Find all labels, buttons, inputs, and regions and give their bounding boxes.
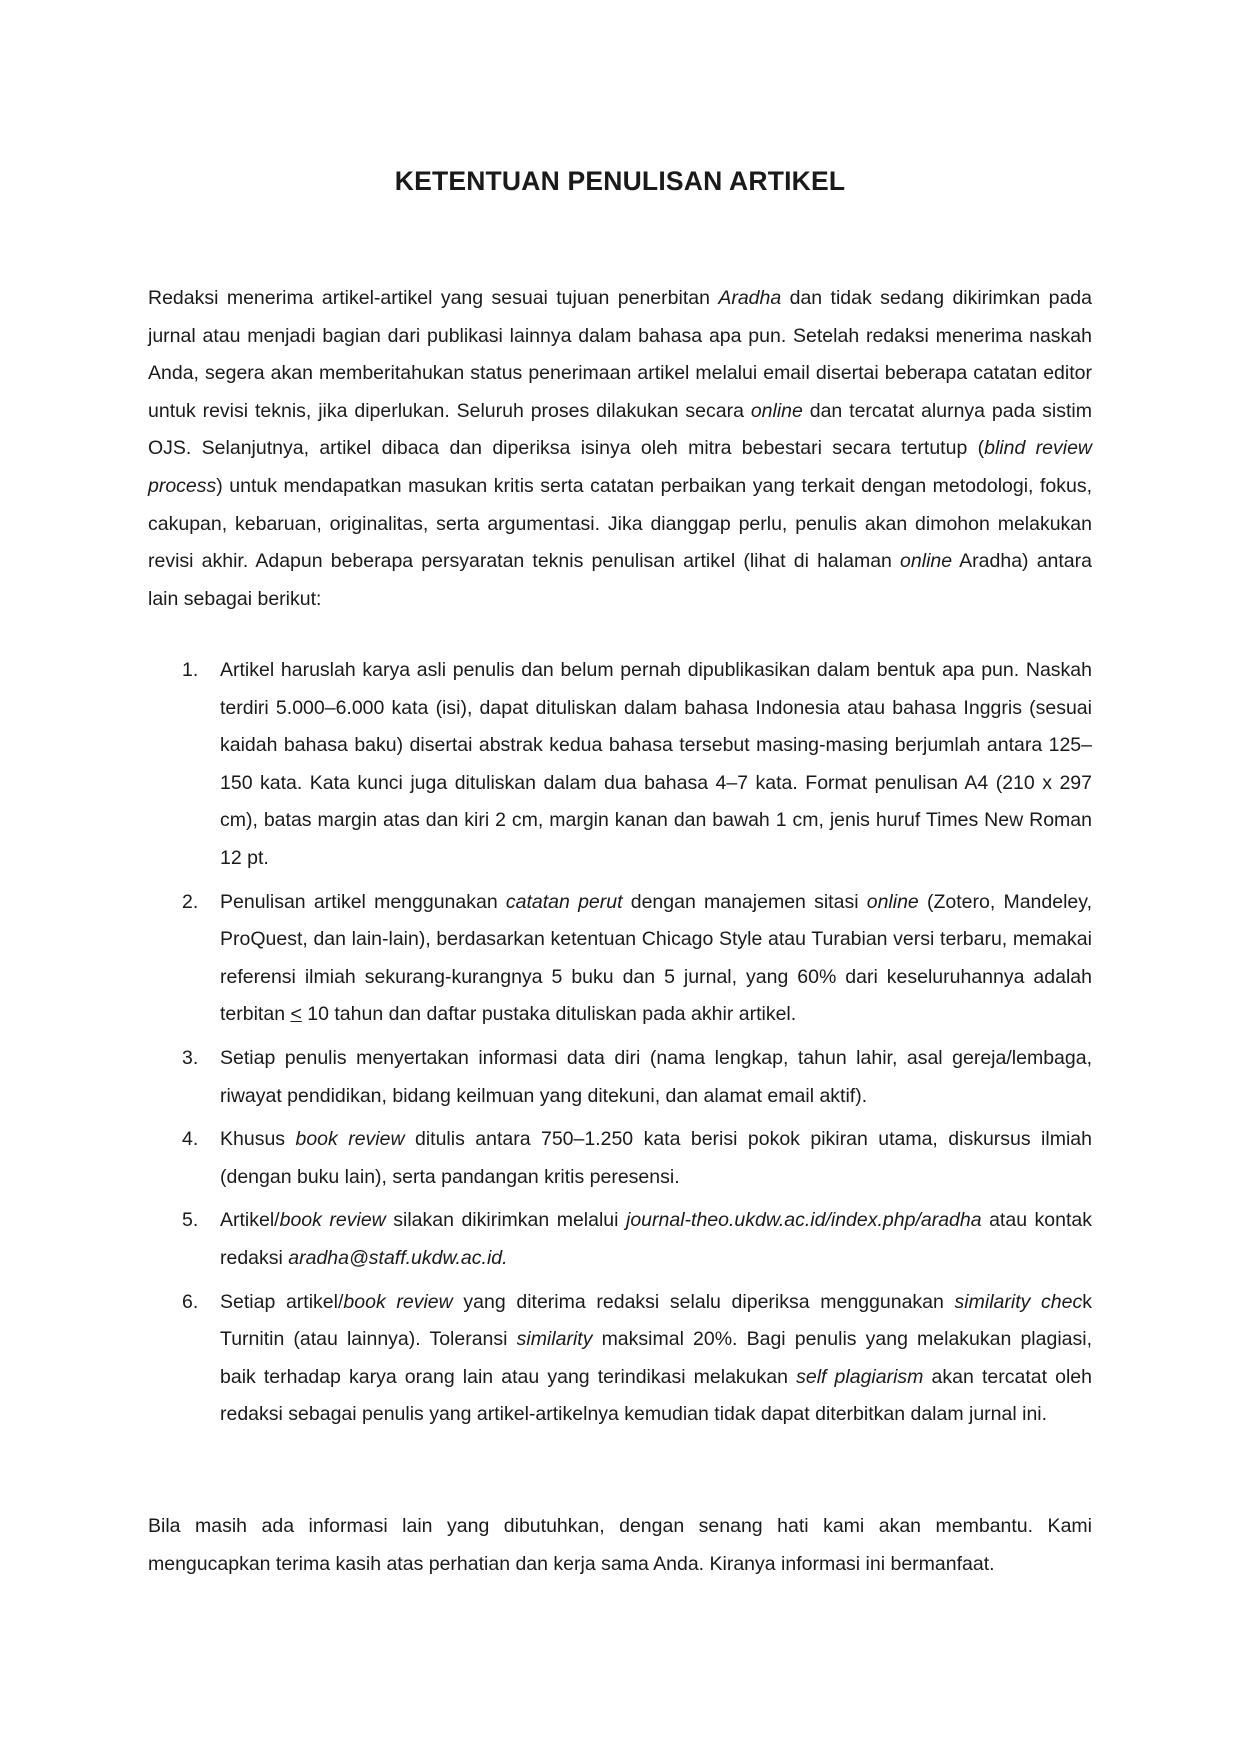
intro-text: Aradha) antara lain sebagai berikut:	[148, 550, 1092, 610]
item-text: atau kontak redaksi	[220, 1209, 1092, 1269]
item-italic: book review	[343, 1290, 453, 1313]
item-text: Artikel haruslah karya asli penulis dan belum pernah dipublikasikan dalam bentuk apa pun. Naskah terdiri 5.000–6.000 kata (isi), dapat dituliskan dalam bahasa Indonesia atau bahasa Inggris (sesuai kaidah bahasa baku) disertai abstrak kedua bahasa tersebut masing-masing berjumlah antara 125–150 kata. Kata kunci juga dituliskan dalam dua bahasa 4–7 kata. Format penulisan A4 (210 x 297 cm), batas margin atas dan kiri 2 cm, margin kanan dan bawah 1 cm, jenis huruf Times New Roman 12 pt.	[220, 659, 1092, 869]
intro-italic: online	[900, 550, 953, 573]
item-italic: book review	[279, 1209, 386, 1232]
requirement-item	[148, 1121, 1092, 1196]
item-number: 1.	[182, 659, 199, 681]
item-italic: similarity	[516, 1328, 593, 1351]
item-text: maksimal 20%. Bagi penulis yang melakukan plagiasi, baik terhadap karya orang lain atau yang terindikasi melakukan	[220, 1328, 1093, 1388]
intro-text: dan tercatat alurnya pada sistim OJS. Selanjutnya, artikel dibaca dan diperiksa isinya oleh mitra bebestari secara tertutup (	[148, 399, 1092, 460]
item-number: 4.	[182, 1128, 199, 1151]
item-text: (Zotero, Mandeley, ProQuest, dan lain-lain), berdasarkan ketentuan Chicago Style atau Turabian versi terbaru, memakai referensi ilmiah sekurang-kurangnya 5 buku dan 5 jurnal, yang 60% dari keseluruhannya adalah terbitan	[220, 890, 1092, 1026]
item-text: Penulisan artikel menggunakan	[220, 890, 506, 913]
item-number: 5.	[182, 1209, 199, 1232]
item-text: dengan manajemen sitasi	[622, 890, 867, 913]
intro-italic: online	[750, 399, 803, 422]
item-text: Setiap penulis menyertakan informasi data diri (nama lengkap, tahun lahir, asal gereja/lembaga, riwayat pendidikan, bidang keilmuan yang ditekuni, dan alamat email aktif).	[220, 1046, 1092, 1107]
less-equal-symbol: <	[290, 1003, 302, 1026]
item-text: 10 tahun dan daftar pustaka dituliskan pada akhir artikel.	[301, 1003, 797, 1026]
item-text: akan tercatat oleh redaksi sebagai penulis yang artikel-artikelnya kemudian tidak dapat diterbitkan dalam jurnal ini.	[220, 1365, 1092, 1426]
requirement-item	[148, 652, 1092, 878]
requirement-item	[148, 1202, 1092, 1277]
closing-paragraph: Bila masih ada informasi lain yang dibutuhkan, dengan senang hati kami akan membantu. Kami mengucapkan terima kasih atas perhatian dan kerja sama Anda. Kiranya informasi ini bermanfaat.	[148, 1515, 1092, 1575]
item-italic: online	[866, 890, 919, 913]
item-number: 6.	[182, 1290, 199, 1313]
item-text: silakan dikirimkan melalui	[385, 1209, 626, 1232]
item-italic: similarity chec	[954, 1290, 1083, 1313]
item-text: Artikel/	[220, 1209, 280, 1232]
item-italic: self plagiarism	[796, 1365, 924, 1388]
item-number: 3.	[182, 1046, 199, 1069]
item-text: k Turnitin (atau lainnya). Toleransi	[220, 1290, 1092, 1351]
item-number: 2.	[182, 890, 199, 913]
requirement-item	[148, 1284, 1092, 1434]
item-text: Khusus	[220, 1128, 296, 1151]
requirement-item	[148, 1040, 1092, 1115]
item-italic: book review	[295, 1128, 405, 1151]
item-italic: catatan perut	[505, 890, 623, 913]
contact-email: aradha@staff.ukdw.ac.id.	[288, 1246, 508, 1269]
page-title: KETENTUAN PENULISAN ARTIKEL	[394, 166, 846, 196]
requirements-list	[148, 652, 1092, 1440]
item-text: Setiap artikel/	[220, 1290, 344, 1313]
intro-paragraph	[148, 280, 1092, 618]
document-page	[148, 0, 1092, 1754]
intro-text: Redaksi menerima artikel-artikel yang sesuai tujuan penerbitan	[148, 287, 719, 309]
item-text: ditulis antara 750–1.250 kata berisi pokok pikiran utama, diskursus ilmiah (dengan buku lain), serta pandangan kritis peresensi.	[220, 1128, 1092, 1188]
journal-url: journal-theo.ukdw.ac.id/index.php/aradha	[626, 1209, 982, 1232]
intro-italic: Aradha	[718, 287, 782, 309]
intro-text: dan tidak sedang dikirimkan pada jurnal atau menjadi bagian dari publikasi lainnya dalam bahasa apa pun. Setelah redaksi menerima naskah Anda, segera akan memberitahukan status penerimaan artikel melalui email disertai beberapa catatan editor untuk revisi teknis, jika diperlukan. Seluruh proses dilakukan secara	[148, 287, 1092, 422]
item-text: yang diterima redaksi selalu diperiksa menggunakan	[452, 1290, 955, 1313]
intro-text: ) untuk mendapatkan masukan kritis serta catatan perbaikan yang terkait dengan metodologi, fokus, cakupan, kebaruan, originalitas, serta argumentasi. Jika dianggap perlu, penulis akan dimohon melakukan revisi akhir. Adapun beberapa persyaratan teknis penulisan artikel (lihat di halaman	[148, 474, 1092, 573]
intro-italic: blind review process	[148, 437, 1093, 497]
requirement-item	[148, 884, 1092, 1034]
